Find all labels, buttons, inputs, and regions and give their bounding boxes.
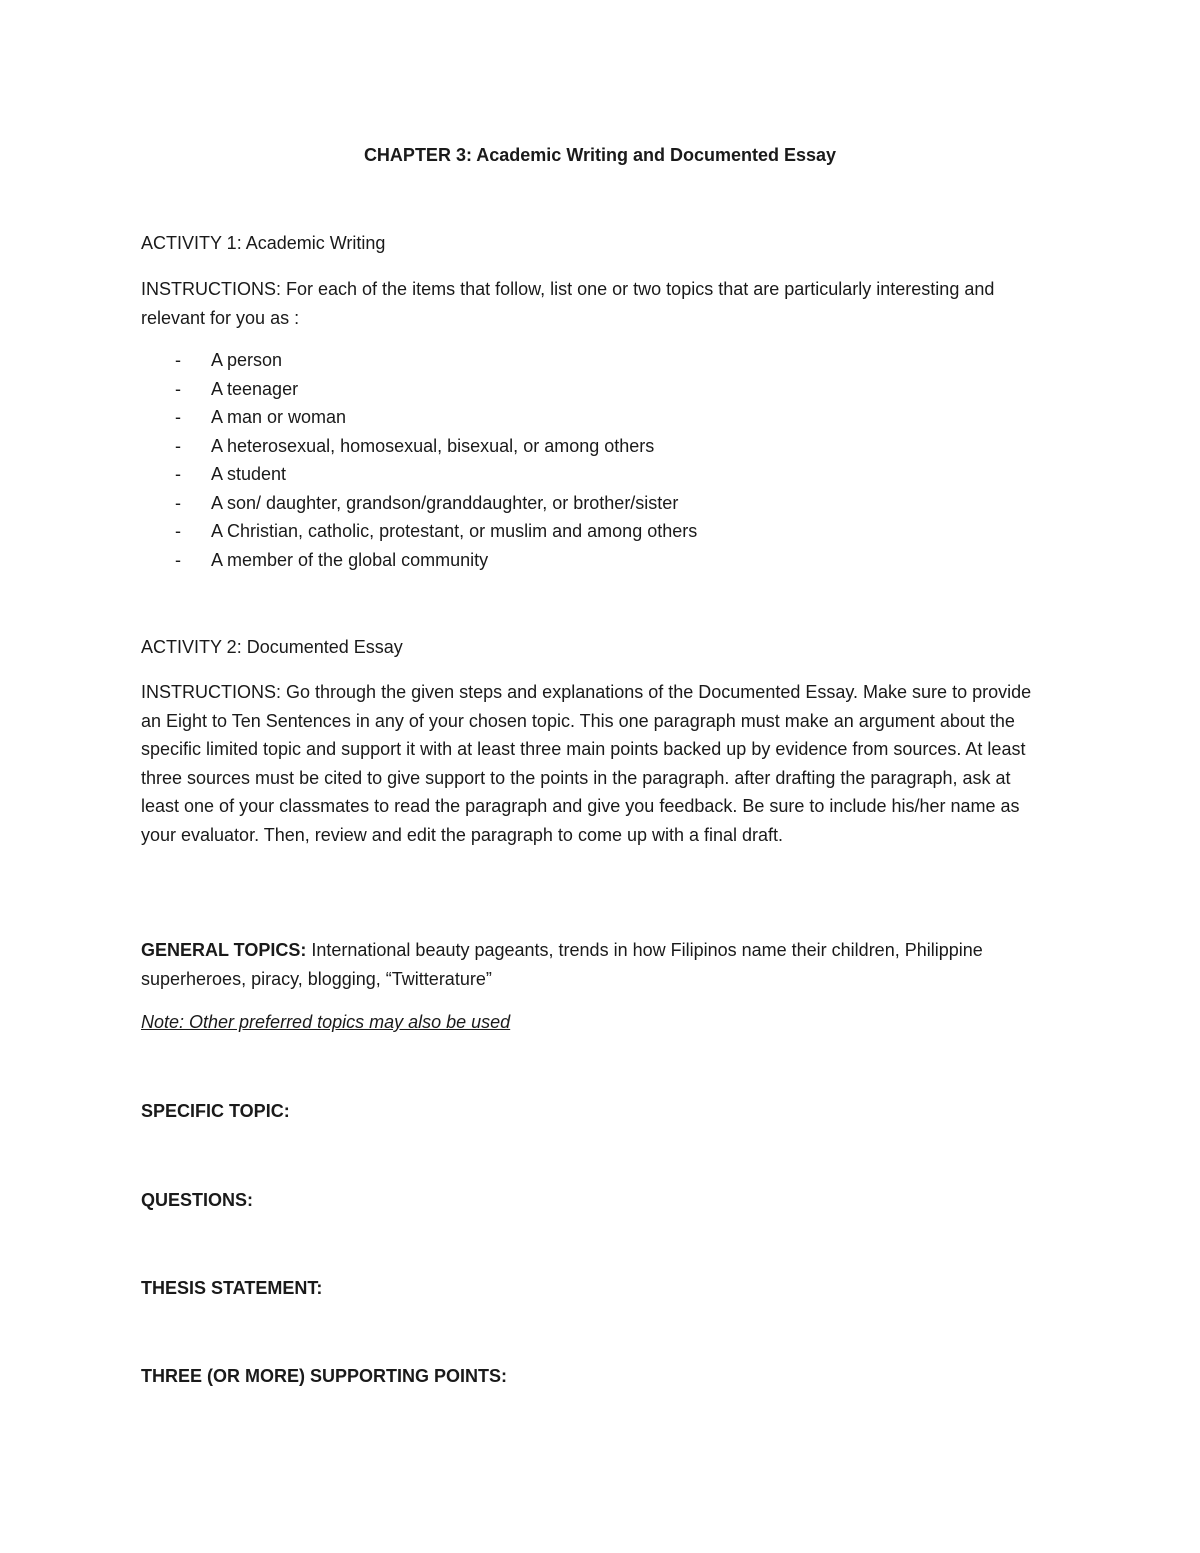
- list-item: [141, 517, 1021, 546]
- list-item-text: A heterosexual, homosexual, bisexual, or among others: [211, 435, 655, 456]
- list-item: [141, 432, 1021, 461]
- list-item: [141, 403, 1021, 432]
- bullet-dash: -: [175, 407, 181, 427]
- list-item: [141, 346, 1021, 375]
- bullet-dash: -: [175, 549, 181, 570]
- list-item: [141, 460, 1021, 489]
- list-item: [141, 489, 1021, 518]
- thesis-statement-heading: THESIS STATEMENT:: [141, 1278, 323, 1298]
- questions-heading: QUESTIONS:: [141, 1190, 254, 1210]
- activity1-heading: ACTIVITY 1: Academic Writing: [141, 233, 386, 253]
- activity1-bullet-list: [141, 346, 1021, 574]
- activity2-heading: ACTIVITY 2: Documented Essay: [141, 637, 403, 657]
- list-item: [141, 375, 1021, 404]
- list-item-text: A member of the global community: [211, 549, 489, 570]
- list-item-text: A person: [211, 350, 283, 370]
- list-item-text: A son/ daughter, grandson/granddaughter, or brother/sister: [211, 492, 679, 513]
- list-item-text: A teenager: [211, 378, 299, 399]
- general-topics-label: GENERAL TOPICS:: [141, 940, 307, 960]
- supporting-points-heading: THREE (OR MORE) SUPPORTING POINTS:: [141, 1366, 508, 1386]
- note-text: [141, 1008, 1061, 1037]
- document-title: CHAPTER 3: Academic Writing and Documented Essay: [363, 145, 837, 165]
- bullet-dash: -: [175, 521, 181, 541]
- bullet-dash: -: [175, 378, 181, 399]
- bullet-dash: -: [175, 492, 181, 513]
- bullet-dash: -: [175, 350, 181, 370]
- general-topics-paragraph: [141, 936, 1056, 993]
- list-item-text: A Christian, catholic, protestant, or muslim and among others: [211, 521, 698, 541]
- general-topics-text: International beauty pageants, trends in how Filipinos name their children, Philippine superheroes, piracy, blogging, “Twitterature”: [141, 940, 983, 989]
- list-item-text: A man or woman: [211, 407, 347, 427]
- list-item: [141, 546, 1021, 575]
- note-label: Note: Other preferred topics may also be used: [141, 1012, 511, 1032]
- activity2-instructions: INSTRUCTIONS: Go through the given steps and explanations of the Documented Essay. Make sure to provide an Eight to Ten Sentences in any of your chosen topic. This one paragraph must make an argument about the specific limited topic and support it with at least three main points backed up by evidence from sources. At least three sources must be cited to give support to the points in the paragraph. after drafting the paragraph, ask at least one of your classmates to read the paragraph and give you feedback. Be sure to include his/her name as your evaluator. Then, review and edit the paragraph to come up with a final draft.: [141, 682, 1032, 845]
- bullet-dash: -: [175, 464, 181, 484]
- list-item-text: A student: [211, 464, 287, 484]
- bullet-dash: -: [175, 435, 181, 456]
- activity1-instructions: INSTRUCTIONS: For each of the items that follow, list one or two topics that are particularly interesting and relevant for you as :: [141, 279, 995, 328]
- specific-topic-heading: SPECIFIC TOPIC:: [141, 1101, 290, 1121]
